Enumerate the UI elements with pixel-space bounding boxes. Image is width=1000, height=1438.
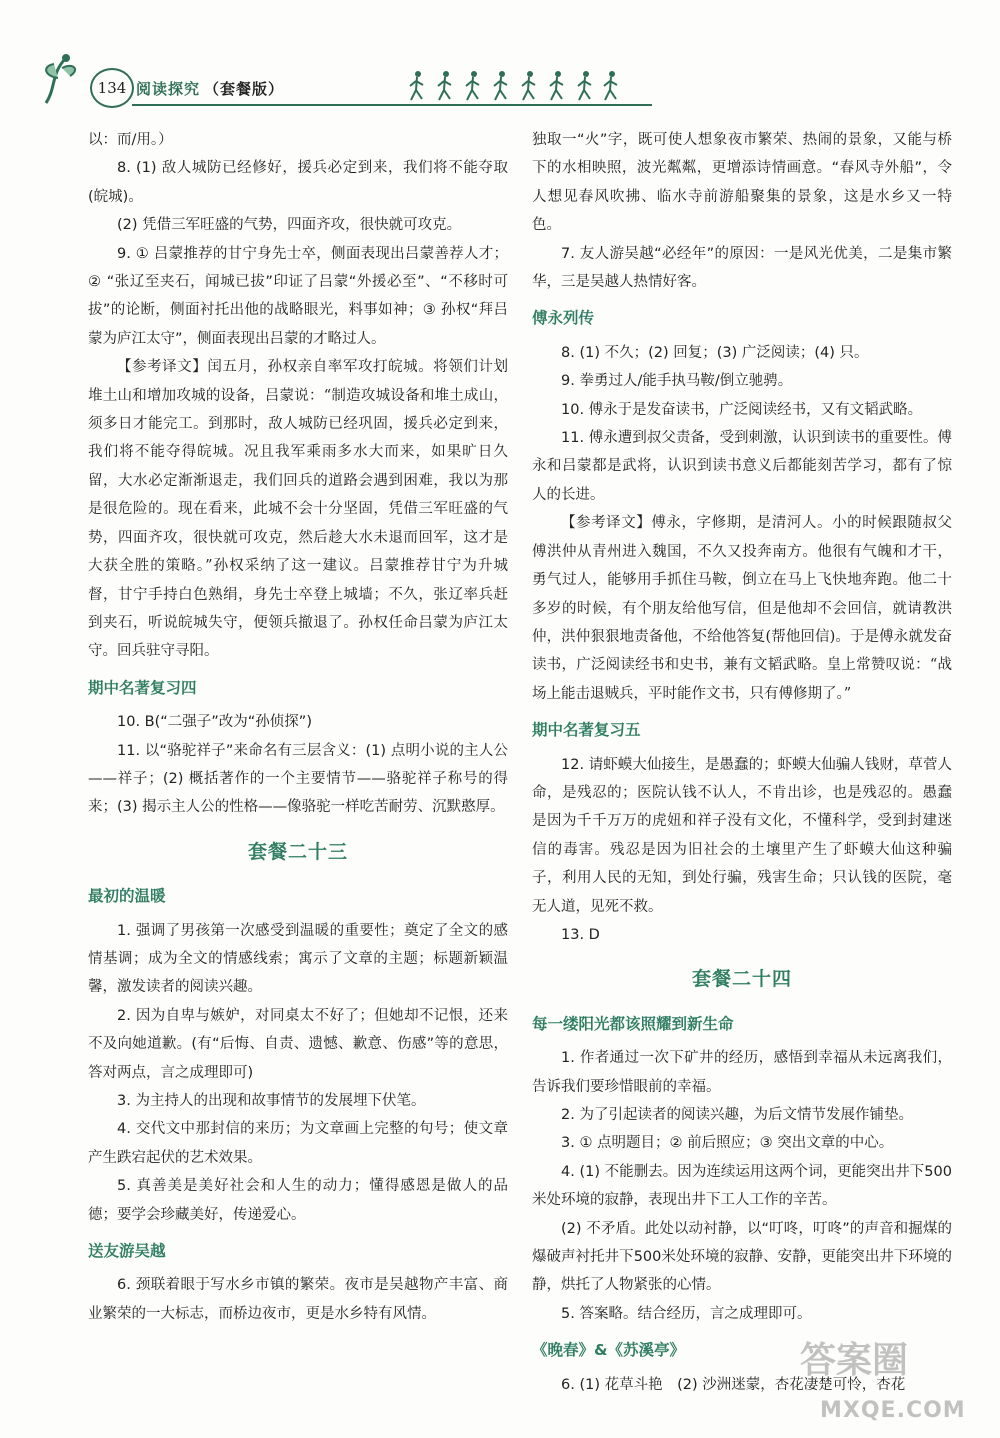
warmth-answer-2: 2. 因为自卑与嫉妒，对同桌太不好了；但她却不记恨，还来不及向她道歉。(有“后悔、自责、遗憾、歉意、伤感”等的意思，答对两点，言之成理即可) [88, 1007, 508, 1081]
fuyong-answer-8: 8. (1) 不久；(2) 回复；(3) 广泛阅读；(4) 只。 [561, 344, 869, 361]
answer-10: 10. B(“二强子”改为“孙侦探”) [117, 714, 312, 731]
section-heading-fuyong: 傅永列传 [532, 309, 595, 328]
section-heading-sunlight: 每一缕阳光都该照耀到新生命 [532, 1014, 734, 1033]
answer-8-2: (2) 凭借三军旺盛的气势，四面齐攻，很快就可攻克。 [117, 217, 462, 234]
wuyue-answer-7: 7. 友人游吴越“必经年”的原因：一是风光优美，二是集市繁华，三是吴越人热情好客。 [532, 245, 952, 291]
reference-translation [88, 353, 508, 665]
fuyong-reference-translation [532, 509, 952, 708]
answer-11: 11. 以“骆驼祥子”来命名有三层含义：(1) 点明小说的主人公——祥子；(2) 概括著作的一个主要情节——骆驼祥子称号的得来；(3) 揭示主人公的性格——像骆驼一样吃苦耐劳、沉默憨厚。 [88, 742, 508, 816]
fuyong-answer-10: 10. 傅永于是发奋读书，广泛阅读经书，又有文韬武略。 [561, 401, 923, 418]
series-title [136, 78, 284, 99]
edition-label: （套餐版） [204, 80, 285, 98]
section-heading-poems: 《晚春》&《苏溪亭》 [532, 1341, 686, 1360]
translation-label: 【参考译文】 [117, 359, 208, 376]
answer-9: 9. ① 吕蒙推荐的甘宁身先士卒，侧面表现出吕蒙善荐人才；② “张辽至夹石，闻城已拔”印证了吕蒙“外援必至”、“不移时可拔”的论断，侧面衬托出他的战略眼光，料事如神；③ 孙权“拜吕蒙为庐江太守”，侧面表现出吕蒙的才略过人。 [88, 245, 508, 347]
set-heading-23: 套餐二十三 [247, 840, 348, 863]
mid5-answer-13: 13. D [561, 926, 600, 943]
sunlight-answer-4-2: (2) 不矛盾。此处以动衬静，以“叮咚，叮咚”的声音和掘煤的爆破声衬托井下500米处环境的寂静、安静，更能突出井下环境的静，烘托了人物紧张的心情。 [532, 1220, 952, 1294]
sunlight-answer-4-1: 4. (1) 不能删去。因为连续运用这两个词，更能突出井下500米处环境的寂静，表现出井下工人工作的辛苦。 [532, 1163, 952, 1209]
header-plant-ornament-icon [36, 48, 96, 108]
section-heading-first-warmth: 最初的温暖 [88, 887, 166, 906]
translation-text: 傅永，字修期，是清河人。小的时候跟随叔父傅洪仲从青州进入魏国，不久又投奔南方。他很有气魄和才干，勇气过人，能够用手抓住马鞍，倒立在马上飞快地奔跑。他二十多岁的时候，有个朋友给他写信，但是他却不会回信，就请教洪仲，洪仲狠狠地责备他，不给他答复(帮他回信)。于是傅永就发奋读书，广泛阅读经书和史书，兼有文韬武略。皇上常赞叹说：“战场上能击退贼兵，平时能作文书，只有傅修期了。” [532, 515, 953, 702]
section-heading-mid-review-5: 期中名著复习五 [532, 721, 641, 740]
section-heading-wuyue: 送友游吴越 [88, 1242, 166, 1261]
watermark-text: 答案圈 [800, 1340, 909, 1381]
sunlight-answer-1: 1. 作者通过一次下矿井的经历，感悟到幸福从未远离我们，告诉我们要珍惜眼前的幸福。 [532, 1050, 952, 1095]
watermark-logo [780, 1322, 990, 1432]
answer-text: 以：而/用。） [88, 132, 173, 148]
page-number: 134 [90, 68, 134, 108]
wuyue-answer-6: 6. 颈联着眼于写水乡市镇的繁荣。夜市是吴越物产丰富、商业繁荣的一大标志，而桥边夜市，更是水乡特有风情。 [88, 1277, 508, 1322]
left-column [88, 126, 508, 1328]
translation-label: 【参考译文】 [561, 515, 652, 532]
sunlight-answer-3: 3. ① 点明题目；② 前后照应；③ 突出文章的中心。 [561, 1135, 894, 1152]
runners-ornament-icon [408, 66, 628, 106]
wuyue-answer-6-continued: 独取一“火”字，既可使人想象夜市繁荣、热闹的景象，又能与桥下的水相映照，波光粼粼，更增添诗情画意。“春风寺外船”，令人想见春风吹拂、临水寺前游船聚集的景象，这是水乡又一特色。 [532, 132, 952, 234]
warmth-answer-4: 4. 交代文中那封信的来历；为文章画上完整的句号；使文章产生跌宕起伏的艺术效果。 [88, 1121, 508, 1166]
header-rule [132, 104, 652, 106]
page-header [36, 48, 616, 108]
warmth-answer-5: 5. 真善美是美好社会和人生的动力；懂得感恩是做人的品德；要学会珍藏美好，传递爱心。 [88, 1178, 508, 1223]
translation-text: 闰五月，孙权亲自率军攻打皖城。将领们计划堆土山和增加攻城的设备，吕蒙说：“制造攻城设备和堆土成山，须多日才能完工。到那时，敌人城防已经巩固，援兵必定到来，我们将不能夺得皖城。况且我军乘雨多水大而来，如果旷日久留，大水必定渐渐退走，我们回兵的道路会遇到困难，我以为那是很危险的。现在看来，此城不会十分坚固，凭借三军旺盛的气势，四面齐攻，很快就可攻克，然后趁大水未退而回军，这才是大获全胜的策略。”孙权采纳了这一建议。吕蒙推荐甘宁为升城督，甘宁手持白色熟绢，身先士卒登上城墙；不久，张辽率兵赶到夹石，听说皖城失守，便领兵撤退了。孙权任命吕蒙为庐江太守。回兵驻守寻阳。 [88, 359, 509, 660]
answer-8-1: 8. (1) 敌人城防已经修好，援兵必定到来，我们将不能夺取(皖城)。 [88, 160, 508, 205]
sunlight-answer-5: 5. 答案略。结合经历，言之成理即可。 [561, 1305, 812, 1322]
right-column [532, 126, 952, 1399]
series-name: 阅读探究 [136, 80, 201, 98]
set-heading-24: 套餐二十四 [691, 968, 792, 991]
warmth-answer-3: 3. 为主持人的出现和故事情节的发展埋下伏笔。 [117, 1093, 426, 1109]
watermark-url: MXQE.COM [820, 1398, 966, 1423]
warmth-answer-1: 1. 强调了男孩第一次感受到温暖的重要性；奠定了全文的感情基调；成为全文的情感线索；寓示了文章的主题；标题新颖温馨，激发读者的阅读兴趣。 [88, 922, 508, 996]
poems-answer-6: 6. (1) 花草斗艳 (2) 沙洲迷蒙，杏花凄楚可怜，杏花 [561, 1376, 906, 1393]
sunlight-answer-2: 2. 为了引起读者的阅读兴趣，为后文情节发展作铺垫。 [561, 1107, 913, 1123]
fuyong-answer-11: 11. 傅永遭到叔父责备，受到刺激，认识到读书的重要性。傅永和吕蒙都是武将，认识到读书意义后都能刻苦学习，都有了惊人的长进。 [532, 430, 952, 503]
section-heading-mid-review-4: 期中名著复习四 [88, 678, 197, 697]
mid5-answer-12: 12. 请虾蟆大仙接生，是愚蠢的；虾蟆大仙骗人钱财，草菅人命，是残忍的；医院认钱不认人，不肯出诊，也是残忍的。愚蠢是因为千千万万的虎妞和祥子没有文化，不懂科学，受到封建迷信的毒害。残忍是因为旧社会的土壤里产生了虾蟆大仙这种骗子，利用人民的无知，到处行骗，残害生命；只认钱的医院，毫无人道，见死不救。 [532, 756, 952, 915]
fuyong-answer-9: 9. 拳勇过人/能手执马鞍/倒立驰骋。 [561, 373, 793, 390]
